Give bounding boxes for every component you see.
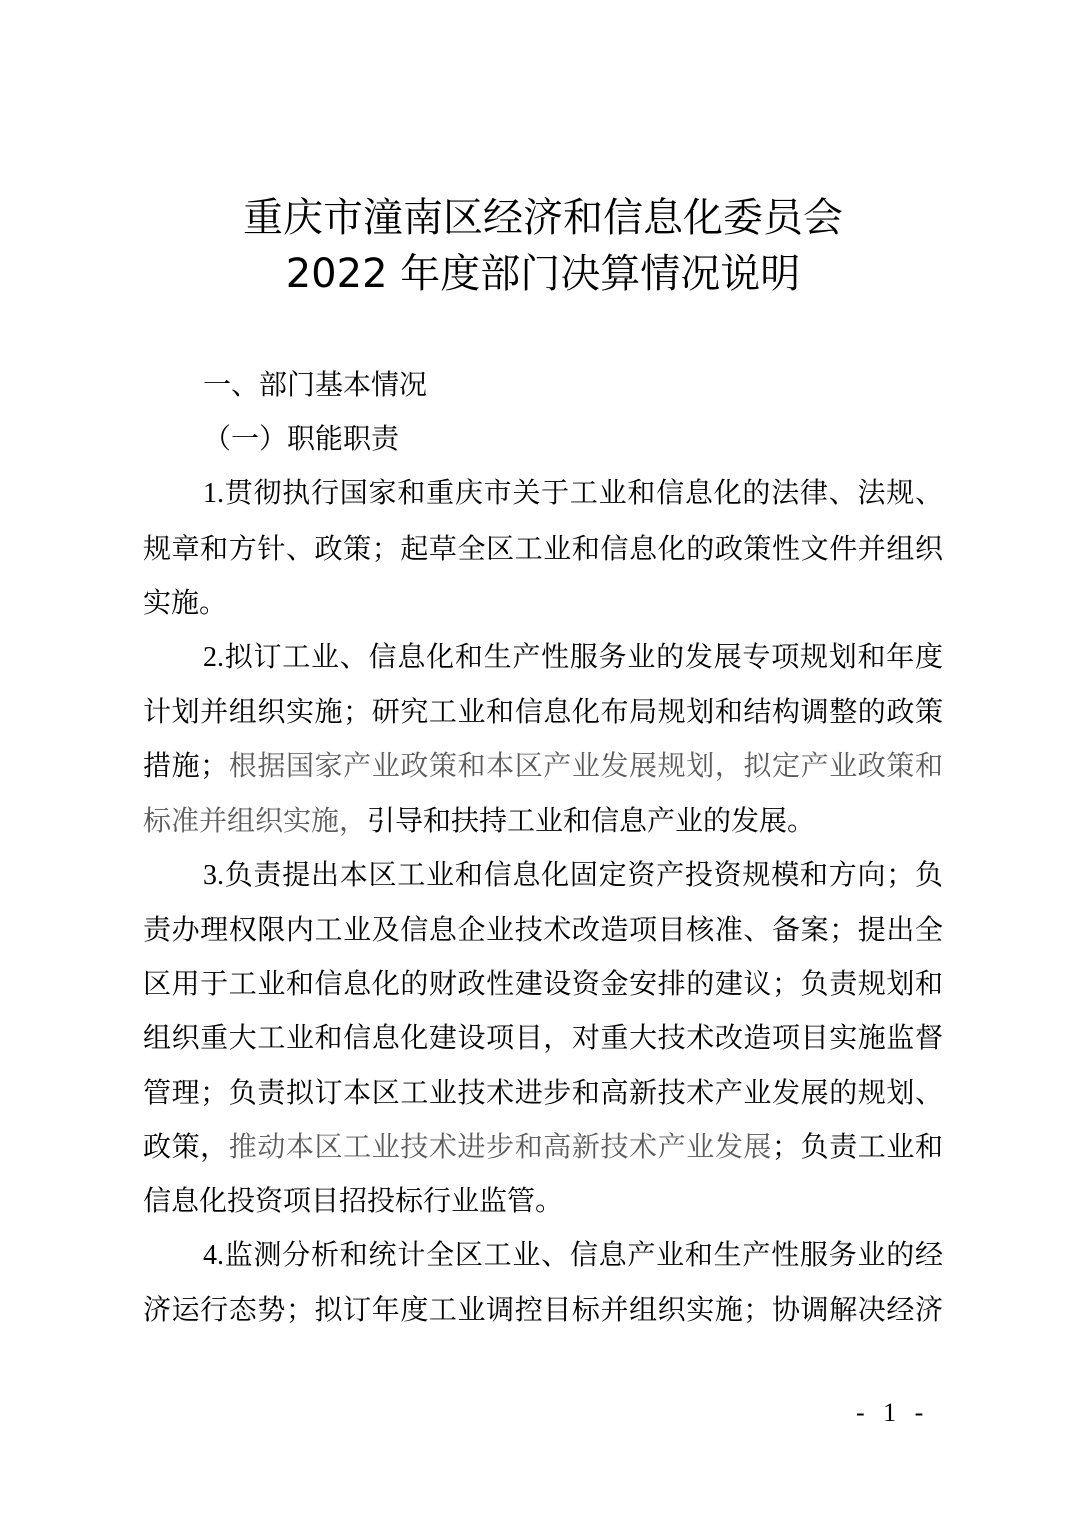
subsection-heading: （一）职能职责 — [203, 422, 400, 456]
line-text: 拟订工业、信息化和生产性服务业的发展专项规划和年度 — [224, 640, 943, 674]
paragraph-3-line-3 — [143, 957, 943, 1011]
line-text: 负责提出本区工业和信息化固定资产投资规模和方向；负 — [224, 857, 943, 891]
highlighted-text: 根据国家产业政策和本区产业发展规划，拟定产业政策和 — [228, 749, 943, 783]
paragraph-1-line-2 — [143, 522, 943, 576]
paragraph-2-line-1 — [143, 630, 943, 685]
paragraph-1-line-3 — [143, 576, 943, 630]
paragraph-3-line-6 — [143, 1120, 943, 1174]
line-text: 信息化投资项目招投标行业监管。 — [143, 1184, 564, 1218]
document-title — [143, 190, 943, 302]
line-text: 贯彻执行国家和重庆市关于工业和信息化的法律、法规、 — [224, 476, 943, 510]
line-text: 实施。 — [143, 585, 228, 619]
line-text: 政策， — [143, 1129, 229, 1163]
paragraph-3-line-7 — [143, 1174, 943, 1228]
paragraph-2-line-4 — [143, 794, 943, 848]
page-number: - 1 - — [856, 1398, 930, 1427]
section-heading: 一、部门基本情况 — [203, 368, 428, 401]
paragraph-3-line-1 — [143, 848, 943, 903]
paragraph-2 — [143, 630, 943, 848]
paragraph-1-line-1 — [143, 466, 943, 521]
line-text: 组织重大工业和信息化建设项目，对重大技术改造项目实施监督 — [143, 1021, 943, 1055]
paragraph-4-number: 4. — [203, 1240, 224, 1272]
paragraph-1 — [143, 466, 943, 630]
document-body — [143, 358, 943, 1338]
line-text: 区用于工业和信息化的财政性建设资金安排的建议；负责规划和 — [143, 967, 943, 1001]
paragraph-3-line-4 — [143, 1011, 943, 1065]
line-text: 规章和方针、政策；起草全区工业和信息化的政策性文件并组织 — [143, 531, 943, 565]
paragraph-2-number: 2. — [203, 642, 224, 674]
title-line-1: 重庆市潼南区经济和信息化委员会 — [243, 195, 843, 241]
paragraph-3-line-2 — [143, 903, 943, 957]
paragraph-4-line-1 — [143, 1228, 943, 1283]
line-text: 计划并组织实施；研究工业和信息化布局规划和结构调整的政策 — [143, 695, 943, 729]
paragraph-2-line-2 — [143, 685, 943, 739]
line-text: 监测分析和统计全区工业、信息产业和生产性服务业的经 — [224, 1238, 943, 1272]
highlighted-text: 推动本区工业技术进步和高新技术产业发展 — [228, 1129, 773, 1163]
paragraph-1-number: 1. — [203, 478, 224, 510]
paragraph-2-line-3 — [143, 739, 943, 793]
title-line-2: 2022 年度部门决算情况说明 — [285, 251, 801, 297]
line-text: 济运行态势；拟订年度工业调控目标并组织实施；协调解决经济 — [143, 1293, 943, 1327]
line-text: 措施； — [143, 749, 229, 783]
line-text: 管理；负责拟订本区工业技术进步和高新技术产业发展的规划、 — [143, 1075, 943, 1109]
highlighted-text: 标准并组织实施， — [143, 803, 368, 837]
line-text: ；负责工业和 — [772, 1129, 943, 1163]
paragraph-4 — [143, 1228, 943, 1337]
line-text: 引导和扶持工业和信息产业的发展。 — [367, 803, 816, 837]
paragraph-4-line-2 — [143, 1283, 943, 1337]
paragraph-3 — [143, 848, 943, 1228]
paragraph-3-number: 3. — [203, 859, 224, 891]
paragraph-3-line-5 — [143, 1066, 943, 1120]
line-text: 责办理权限内工业及信息企业技术改造项目核准、备案；提出全 — [143, 913, 943, 947]
